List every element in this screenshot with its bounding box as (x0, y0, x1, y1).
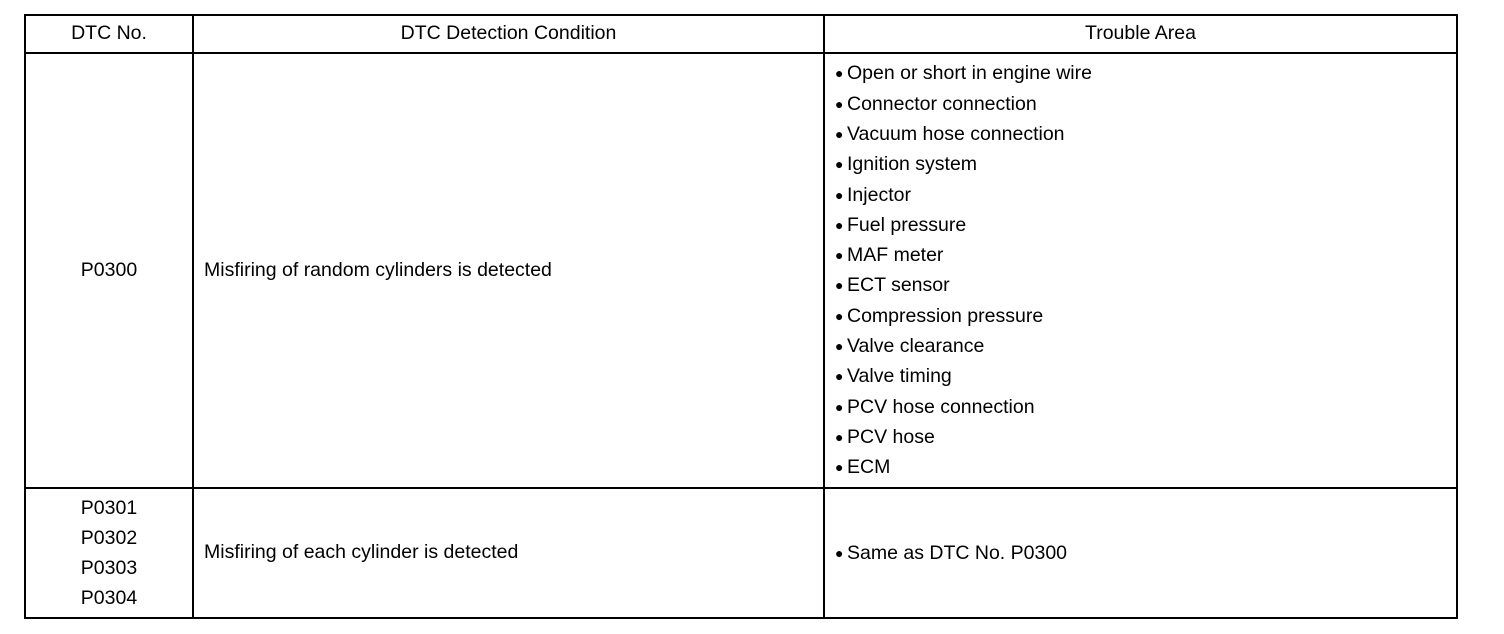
dtc-code-cell (25, 53, 193, 488)
list-item: ● ECM (835, 452, 1456, 482)
list-item: ● Valve clearance (835, 331, 1456, 361)
header-dtc-no: DTC No. (25, 15, 193, 53)
bullet-icon: ● (835, 368, 844, 385)
bullet-icon: ● (835, 125, 844, 142)
bullet-icon: ● (835, 216, 844, 233)
dtc-code-cell (25, 488, 193, 618)
table-row (25, 53, 1457, 488)
bullet-icon: ● (835, 247, 844, 264)
list-item: ● Ignition system (835, 149, 1456, 179)
trouble-area-cell (824, 53, 1457, 488)
list-item: ● PCV hose connection (835, 392, 1456, 422)
list-item: ● Connector connection (835, 89, 1456, 119)
list-item: ● Injector (835, 180, 1456, 210)
bullet-icon: ● (835, 95, 844, 112)
list-item: ● Same as DTC No. P0300 (835, 538, 1456, 568)
dtc-table (24, 14, 1458, 619)
bullet-icon: ● (835, 544, 844, 561)
bullet-icon: ● (835, 186, 844, 203)
trouble-area-cell (824, 488, 1457, 618)
table-header-row (25, 15, 1457, 53)
bullet-icon: ● (835, 277, 844, 294)
bullet-icon: ● (835, 65, 844, 82)
trouble-area-list (835, 58, 1456, 482)
trouble-area-list (835, 538, 1456, 568)
bullet-icon: ● (835, 428, 844, 445)
list-item: ● Valve timing (835, 361, 1456, 391)
list-item: ● ECT sensor (835, 270, 1456, 300)
list-item: ● Open or short in engine wire (835, 58, 1456, 88)
header-trouble-area: Trouble Area (824, 15, 1457, 53)
header-detection-condition: DTC Detection Condition (193, 15, 824, 53)
list-item: ● PCV hose (835, 422, 1456, 452)
list-item: ● MAF meter (835, 240, 1456, 270)
dtc-code: P0304 (80, 586, 138, 609)
detection-condition: Misfiring of random cylinders is detected (193, 53, 824, 488)
bullet-icon: ● (835, 307, 844, 324)
dtc-code: P0301 (80, 496, 138, 519)
dtc-code: P0302 (80, 526, 138, 549)
dtc-code: P0303 (80, 556, 138, 579)
table-row (25, 488, 1457, 618)
bullet-icon: ● (835, 398, 844, 415)
bullet-icon: ● (835, 156, 844, 173)
list-item: ● Fuel pressure (835, 210, 1456, 240)
dtc-code: P0300 (80, 259, 138, 282)
bullet-icon: ● (835, 338, 844, 355)
list-item: ● Vacuum hose connection (835, 119, 1456, 149)
bullet-icon: ● (835, 459, 844, 476)
detection-condition: Misfiring of each cylinder is detected (193, 488, 824, 618)
list-item: ● Compression pressure (835, 301, 1456, 331)
